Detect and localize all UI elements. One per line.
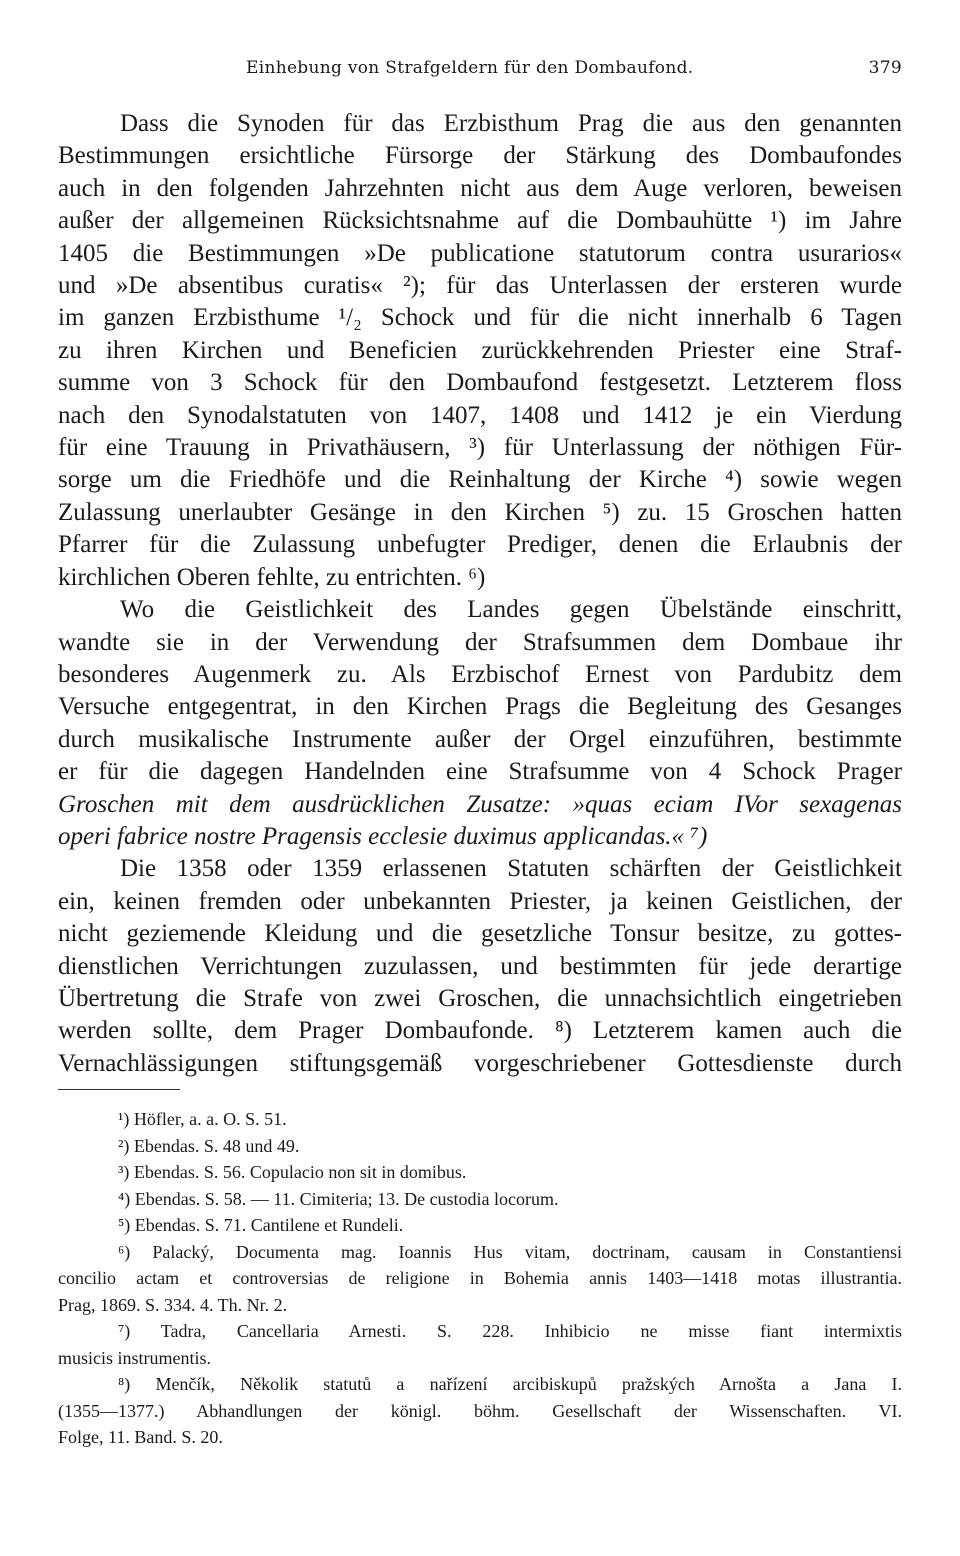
footnote-separator — [58, 1089, 180, 1090]
footnote-line: ⁸) Menčík, Několik statutů a nařízení arcibiskupů pražských Arnošta a Jana I. — [118, 1374, 902, 1394]
text-line: besonderes Augenmerk zu. Als Erzbischof Ernest von Pardubitz dem — [58, 660, 902, 688]
body-text — [58, 108, 902, 1080]
footnote-line: Prag, 1869. S. 334. 4. Th. Nr. 2. — [58, 1294, 288, 1315]
text-line: sorge um die Friedhöfe und die Reinhaltung der Kirche ⁴) sowie wegen — [58, 466, 902, 494]
text-line: dienstlichen Verrichtungen zuzulassen, und bestimmten für jede derartige — [58, 952, 902, 980]
footnote-line: Folge, 11. Band. S. 20. — [58, 1427, 223, 1447]
footnote-line: ²) Ebendas. S. 48 und 49. — [118, 1135, 300, 1156]
text-line: Wo die Geistlichkeit des Landes gegen Übelstände einschritt, — [120, 596, 902, 624]
footnote-line: ⁶) Palacký, Documenta mag. Ioannis Hus vitam, doctrinam, causam in Constantiensi — [118, 1241, 902, 1262]
text-line: Zulassung unerlaubter Gesänge in den Kirchen ⁵) zu. 15 Groschen hatten — [58, 498, 902, 526]
text-line: Dass die Synoden für das Erzbisthum Prag die aus den genannten — [120, 110, 902, 137]
footnote-line: ⁴) Ebendas. S. 58. — 11. Cimiteria; 13. De custodia locorum. — [118, 1188, 559, 1209]
text-line: für eine Trauung in Privathäusern, ³) für Unterlassung der nöthigen Für- — [58, 434, 902, 462]
text-line: Die 1358 oder 1359 erlassenen Statuten schärften der Geistlichkeit — [120, 855, 902, 883]
text-line: im ganzen Erzbisthume ¹/₂ Schock und für die nicht innerhalb 6 Tagen — [58, 304, 902, 332]
text-line-italic: Groschen mit dem ausdrücklichen Zusatze: »quas eciam IVor sexagenas — [58, 790, 902, 818]
text-line: durch musikalische Instrumente außer der Orgel einzuführen, bestimmte — [58, 725, 902, 753]
text-line: Pfarrer für die Zulassung unbefugter Prediger, denen die Erlaubnis der — [58, 531, 902, 559]
text-line: und »De absentibus curatis« ²); für das Unterlassen der ersteren wurde — [58, 272, 902, 300]
running-head-title: Einhebung von Strafgeldern für den Dombaufond. — [246, 58, 694, 78]
text-line: nicht geziemende Kleidung und die gesetzliche Tonsur besitze, zu gottes- — [58, 920, 902, 948]
footnote-line: ⁵) Ebendas. S. 71. Cantilene et Rundeli. — [118, 1215, 404, 1235]
footnote-line: ¹) Höfler, a. a. O. S. 51. — [118, 1109, 287, 1129]
footnote-line: concilio actam et controversias de religione in Bohemia annis 1403—1418 motas illustrantia. — [58, 1268, 902, 1288]
text-line: 1405 die Bestimmungen »De publicatione statutorum contra usurarios« — [58, 239, 902, 267]
text-line: zu ihren Kirchen und Beneficien zurückkehrenden Priester eine Straf- — [58, 336, 902, 364]
footnote-line: ⁷) Tadra, Cancellaria Arnesti. S. 228. Inhibicio ne misse fiant intermixtis — [118, 1321, 902, 1341]
text-line: auch in den folgenden Jahrzehnten nicht aus dem Auge verloren, beweisen — [58, 174, 902, 202]
text-line: Vernachlässigungen stiftungsgemäß vorgeschriebener Gottesdienste durch — [58, 1049, 902, 1077]
footnote-line: (1355—1377.) Abhandlungen der königl. böhm. Gesellschaft der Wissenschaften. VI. — [58, 1400, 902, 1421]
text-line: werden sollte, dem Prager Dombaufonde. ⁸) Letzterem kamen auch die — [58, 1017, 902, 1045]
text-line: nach den Synodalstatuten von 1407, 1408 und 1412 je ein Vierdung — [58, 401, 902, 429]
footnotes — [58, 1106, 902, 1451]
footnote-line: musicis instrumentis. — [58, 1347, 211, 1368]
text-line: summe von 3 Schock für den Dombaufond festgesetzt. Letzterem floss — [58, 369, 902, 397]
text-line: ein, keinen fremden oder unbekannten Priester, ja keinen Geistlichen, der — [58, 887, 902, 915]
text-line: Bestimmungen ersichtliche Fürsorge der Stärkung des Dombaufondes — [58, 142, 902, 170]
text-line-italic: operi fabrice nostre Pragensis ecclesie duximus applicandas.« ⁷) — [58, 822, 708, 850]
text-line: er für die dagegen Handelnden eine Strafsumme von 4 Schock Prager — [58, 758, 902, 786]
footnote-line: ³) Ebendas. S. 56. Copulacio non sit in domibus. — [118, 1162, 467, 1182]
text-line: außer der allgemeinen Rücksichtsnahme auf die Dombauhütte ¹) im Jahre — [58, 207, 902, 235]
text-line: Übertretung die Strafe von zwei Groschen, die unnachsichtlich eingetrieben — [58, 984, 902, 1012]
text-line: Versuche entgegentrat, in den Kirchen Prags die Begleitung des Gesanges — [58, 693, 902, 721]
text-line: kirchlichen Oberen fehlte, zu entrichten. ⁶) — [58, 563, 486, 591]
page-number: 379 — [868, 58, 902, 78]
text-line: wandte sie in der Verwendung der Strafsummen dem Dombaue ihr — [58, 628, 902, 656]
